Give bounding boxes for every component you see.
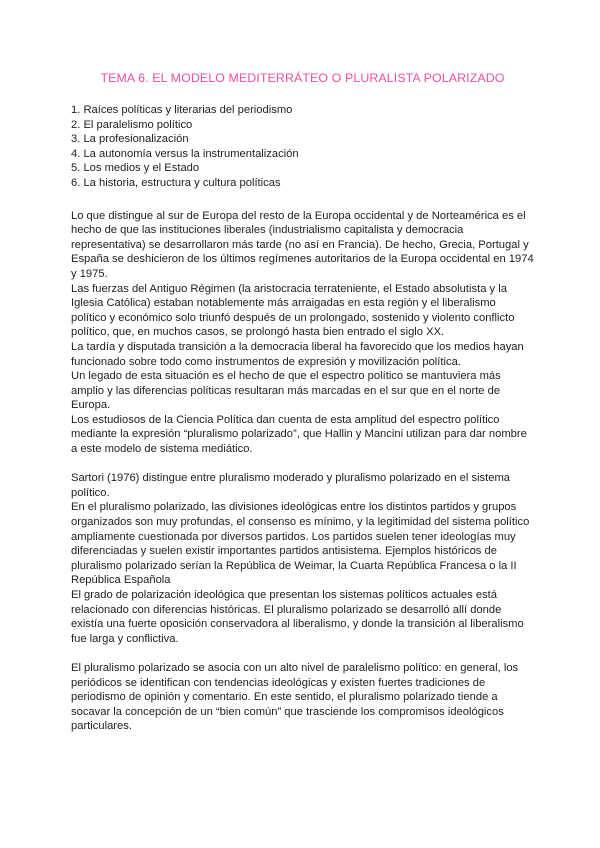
body-text	[71, 209, 534, 734]
topic-list	[71, 103, 534, 191]
paragraph: El grado de polarización ideológica que presentan los sistemas políticos actuales está relacionado con diferencias históricas. El pluralismo polarizado se desarrolló allí donde existía una fuerte oposición conservadora al liberalismo, y donde la transición al liberalismo fue larga y conflictiva.	[71, 589, 524, 645]
paragraph: Los estudiosos de la Ciencia Política dan cuenta de esta amplitud del espectro político mediante la expresión “pluralismo polarizado”, que Hallin y Mancini utilizan para dar nombre a este modelo de sistema mediático.	[71, 413, 527, 456]
topic-item: 4. La autonomía versus la instrumentalización	[71, 147, 299, 160]
paragraph: La tardía y disputada transición a la democracia liberal ha favorecido que los medios hayan funcionado sobre todo como instrumentos de expresión y movilización política.	[71, 340, 524, 368]
paragraph: Un legado de esta situación es el hecho de que el espectro político se mantuviera más amplio y las diferencias políticas resultaran más marcadas en el sur que en el norte de Europa.	[71, 370, 501, 412]
topic-item: 2. El paralelismo político	[71, 118, 193, 131]
topic-item: 6. La historia, estructura y cultura políticas	[71, 176, 281, 189]
paragraph: Sartori (1976) distingue entre pluralismo moderado y pluralismo polarizado en el sistema político.	[71, 472, 511, 499]
topic-item: 5. Los medios y el Estado	[71, 162, 200, 175]
paragraph: Lo que distingue al sur de Europa del resto de la Europa occidental y de Norteamérica es el hecho de que las instituciones liberales (industrialismo capitalista y democracia representativa) se desarrollaron más tarde (no así en Francia). De hecho, Grecia, Portugal y España se deshicieron de los últimos regímenes autoritarios de la Europa occidental en 1974 y 1975.	[71, 209, 534, 280]
paragraph: En el pluralismo polarizado, las divisiones ideológicas entre los distintos partidos y grupos organizados son muy profundas, el consenso es mínimo, y la legitimidad del sistema político ampliamente cuestionada por diversos partidos. Los partidos suelen tener ideologías muy diferenciadas y suelen existir importantes partidos antisistema. Ejemplos históricos de pluralismo polarizado serían la República de Weimar, la Cuarta República Francesa o la II República Española	[71, 501, 530, 587]
topic-item: 3. La profesionalización	[71, 133, 189, 146]
paragraph: El pluralismo polarizado se asocia con un alto nivel de paralelismo político: en general, los periódicos se identifican con tendencias ideológicas y existen fuertes tradiciones de periodismo de opinión y comentario. En este sentido, el pluralismo polarizado tiende a socavar la concepción de un “bien común” que trasciende los compromisos ideológicos particulares.	[71, 661, 519, 733]
document-title: TEMA 6. EL MODELO MEDITERRÁTEO O PLURALISTA POLARIZADO	[100, 71, 505, 85]
topic-item: 1. Raíces políticas y literarias del periodismo	[71, 104, 293, 116]
paragraph: Las fuerzas del Antiguo Régimen (la aristocracia terrateniente, el Estado absolutista y la Iglesia Católica) estaban notablemente más arraigadas en esta región y el liberalismo político y económico solo triunfó después de un prolongado, sostenido y violento conflicto político, que, en muchos casos, se prolongó hasta bien entrado el siglo XX.	[71, 282, 515, 339]
